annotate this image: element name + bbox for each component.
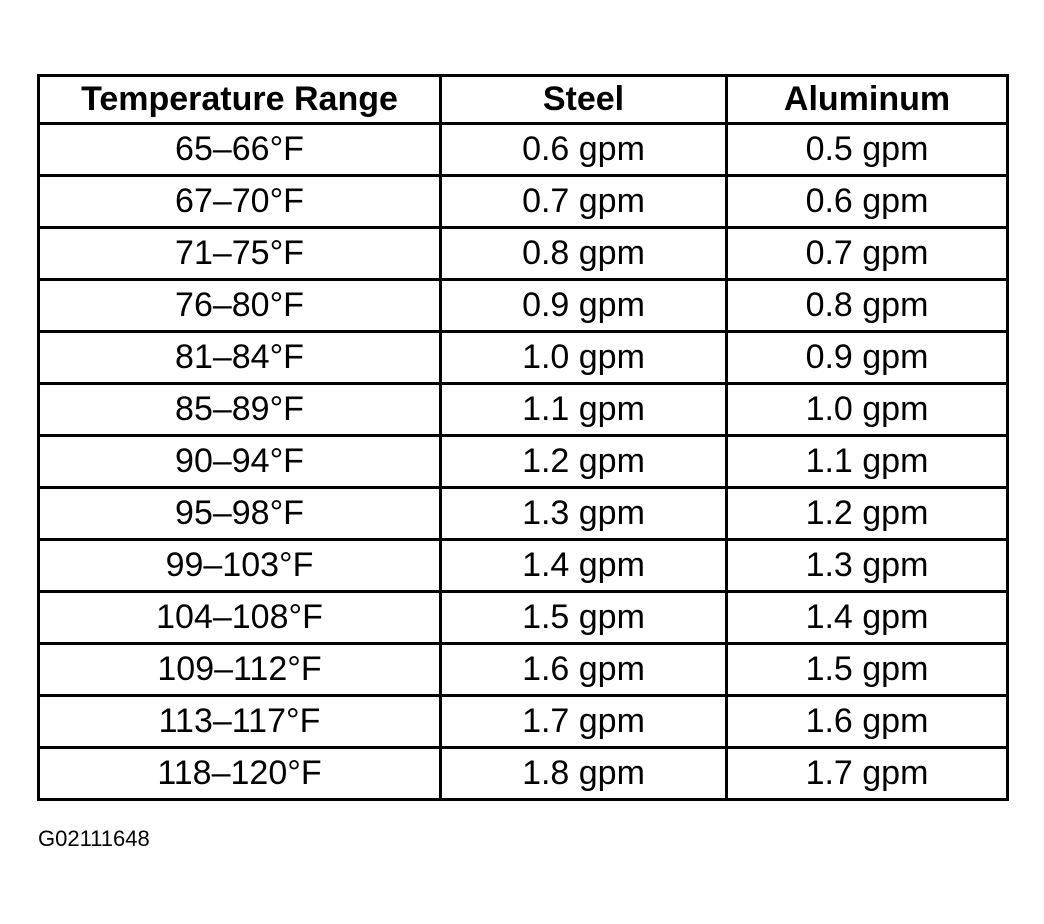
steel-flow-cell: 1.5 gpm: [441, 592, 727, 644]
table-row: [39, 384, 1008, 436]
temperature-range-cell: 65–66°F: [39, 124, 441, 176]
header-steel: Steel: [441, 76, 727, 124]
temperature-range-cell: 99–103°F: [39, 540, 441, 592]
aluminum-flow-cell: 0.7 gpm: [727, 228, 1008, 280]
temperature-range-cell: 76–80°F: [39, 280, 441, 332]
temperature-range-cell: 95–98°F: [39, 488, 441, 540]
aluminum-flow-cell: 0.6 gpm: [727, 176, 1008, 228]
table-row: [39, 436, 1008, 488]
aluminum-flow-cell: 1.3 gpm: [727, 540, 1008, 592]
steel-flow-cell: 0.9 gpm: [441, 280, 727, 332]
steel-flow-cell: 0.7 gpm: [441, 176, 727, 228]
steel-flow-cell: 1.3 gpm: [441, 488, 727, 540]
table-row: [39, 748, 1008, 800]
aluminum-flow-cell: 1.0 gpm: [727, 384, 1008, 436]
table-header-row: [39, 76, 1008, 124]
aluminum-flow-cell: 1.7 gpm: [727, 748, 1008, 800]
temperature-range-cell: 90–94°F: [39, 436, 441, 488]
table-row: [39, 280, 1008, 332]
temperature-range-cell: 104–108°F: [39, 592, 441, 644]
temperature-range-cell: 81–84°F: [39, 332, 441, 384]
header-aluminum: Aluminum: [727, 76, 1008, 124]
aluminum-flow-cell: 0.5 gpm: [727, 124, 1008, 176]
aluminum-flow-cell: 1.4 gpm: [727, 592, 1008, 644]
steel-flow-cell: 1.2 gpm: [441, 436, 727, 488]
table-row: [39, 540, 1008, 592]
table-row: [39, 488, 1008, 540]
aluminum-flow-cell: 1.6 gpm: [727, 696, 1008, 748]
table-body: [39, 124, 1008, 800]
flow-rate-table: [37, 74, 1009, 801]
aluminum-flow-cell: 0.8 gpm: [727, 280, 1008, 332]
table-row: [39, 592, 1008, 644]
aluminum-flow-cell: 1.1 gpm: [727, 436, 1008, 488]
table-row: [39, 644, 1008, 696]
steel-flow-cell: 1.8 gpm: [441, 748, 727, 800]
steel-flow-cell: 0.8 gpm: [441, 228, 727, 280]
steel-flow-cell: 0.6 gpm: [441, 124, 727, 176]
temperature-range-cell: 118–120°F: [39, 748, 441, 800]
table-row: [39, 176, 1008, 228]
temperature-range-cell: 71–75°F: [39, 228, 441, 280]
table-row: [39, 696, 1008, 748]
steel-flow-cell: 1.0 gpm: [441, 332, 727, 384]
temperature-range-cell: 113–117°F: [39, 696, 441, 748]
steel-flow-cell: 1.6 gpm: [441, 644, 727, 696]
temperature-range-cell: 85–89°F: [39, 384, 441, 436]
steel-flow-cell: 1.4 gpm: [441, 540, 727, 592]
temperature-range-cell: 109–112°F: [39, 644, 441, 696]
steel-flow-cell: 1.1 gpm: [441, 384, 727, 436]
temperature-range-cell: 67–70°F: [39, 176, 441, 228]
header-temperature-range: Temperature Range: [39, 76, 441, 124]
aluminum-flow-cell: 1.2 gpm: [727, 488, 1008, 540]
table-row: [39, 332, 1008, 384]
figure-id-label: G02111648: [38, 826, 150, 851]
steel-flow-cell: 1.7 gpm: [441, 696, 727, 748]
aluminum-flow-cell: 0.9 gpm: [727, 332, 1008, 384]
table-row: [39, 124, 1008, 176]
table-row: [39, 228, 1008, 280]
aluminum-flow-cell: 1.5 gpm: [727, 644, 1008, 696]
